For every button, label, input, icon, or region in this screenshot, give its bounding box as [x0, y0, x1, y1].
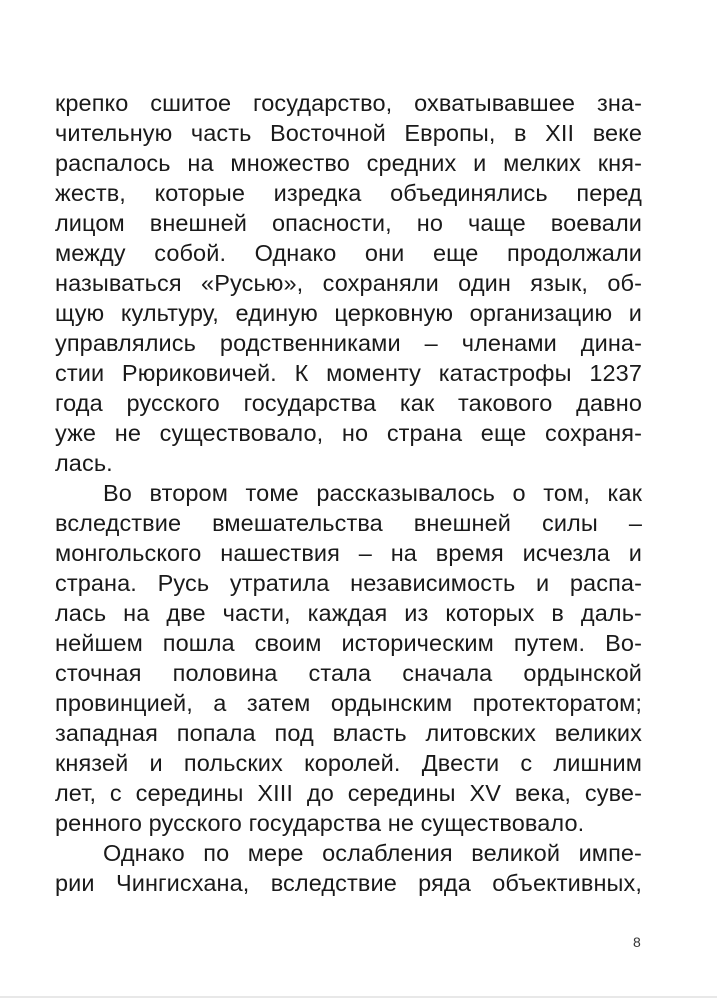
page-bottom-edge	[0, 996, 717, 998]
text-line: лицом внешней опасности, но чаще воевали	[55, 210, 642, 236]
text-line: лет, с середины XIII до середины XV века, суве-	[55, 780, 642, 806]
text-line: чительную часть Восточной Европы, в XII веке	[55, 120, 642, 146]
text-line: ренного русского государства не существовало.	[55, 810, 585, 836]
text-line: нейшем пошла своим историческим путем. Во-	[55, 630, 642, 656]
paragraph-first-line: Однако по мере ослабления великой импе-	[103, 840, 642, 866]
text-line: между собой. Однако они еще продолжали	[55, 240, 642, 266]
text-line: рии Чингисхана, вследствие ряда объективных,	[55, 870, 642, 896]
text-line: монгольского нашествия – на время исчезла и	[55, 540, 642, 566]
text-line: щую культуру, единую церковную организацию и	[55, 300, 642, 326]
text-line: князей и польских королей. Двести с лишним	[55, 750, 642, 776]
text-line: распалось на множество средних и мелких кня-	[55, 150, 642, 176]
text-line: уже не существовало, но страна еще сохраня-	[55, 420, 642, 446]
text-line: сточная половина стала сначала ордынской	[55, 660, 642, 686]
text-line: жеств, которые изредка объединялись перед	[55, 180, 642, 206]
text-line: крепко сшитое государство, охватывавшее зна-	[55, 90, 642, 116]
text-line: называться «Русью», сохраняли один язык, об-	[55, 270, 642, 296]
text-line: стии Рюриковичей. К моменту катастрофы 1237	[55, 360, 642, 386]
text-line: страна. Русь утратила независимость и распа-	[55, 570, 642, 596]
paragraph-first-line: Во втором томе рассказывалось о том, как	[103, 480, 642, 506]
text-line: вследствие вмешательства внешней силы –	[55, 510, 642, 536]
text-line: управлялись родственниками – членами дина-	[55, 330, 642, 356]
text-line: лась на две части, каждая из которых в даль-	[55, 600, 642, 626]
text-line: западная попала под власть литовских великих	[55, 720, 642, 746]
text-line: года русского государства как такового давно	[55, 390, 642, 416]
text-line: провинцией, а затем ордынским протекторатом;	[55, 690, 642, 716]
text-line: лась.	[55, 450, 113, 476]
page-number: 8	[633, 934, 641, 950]
